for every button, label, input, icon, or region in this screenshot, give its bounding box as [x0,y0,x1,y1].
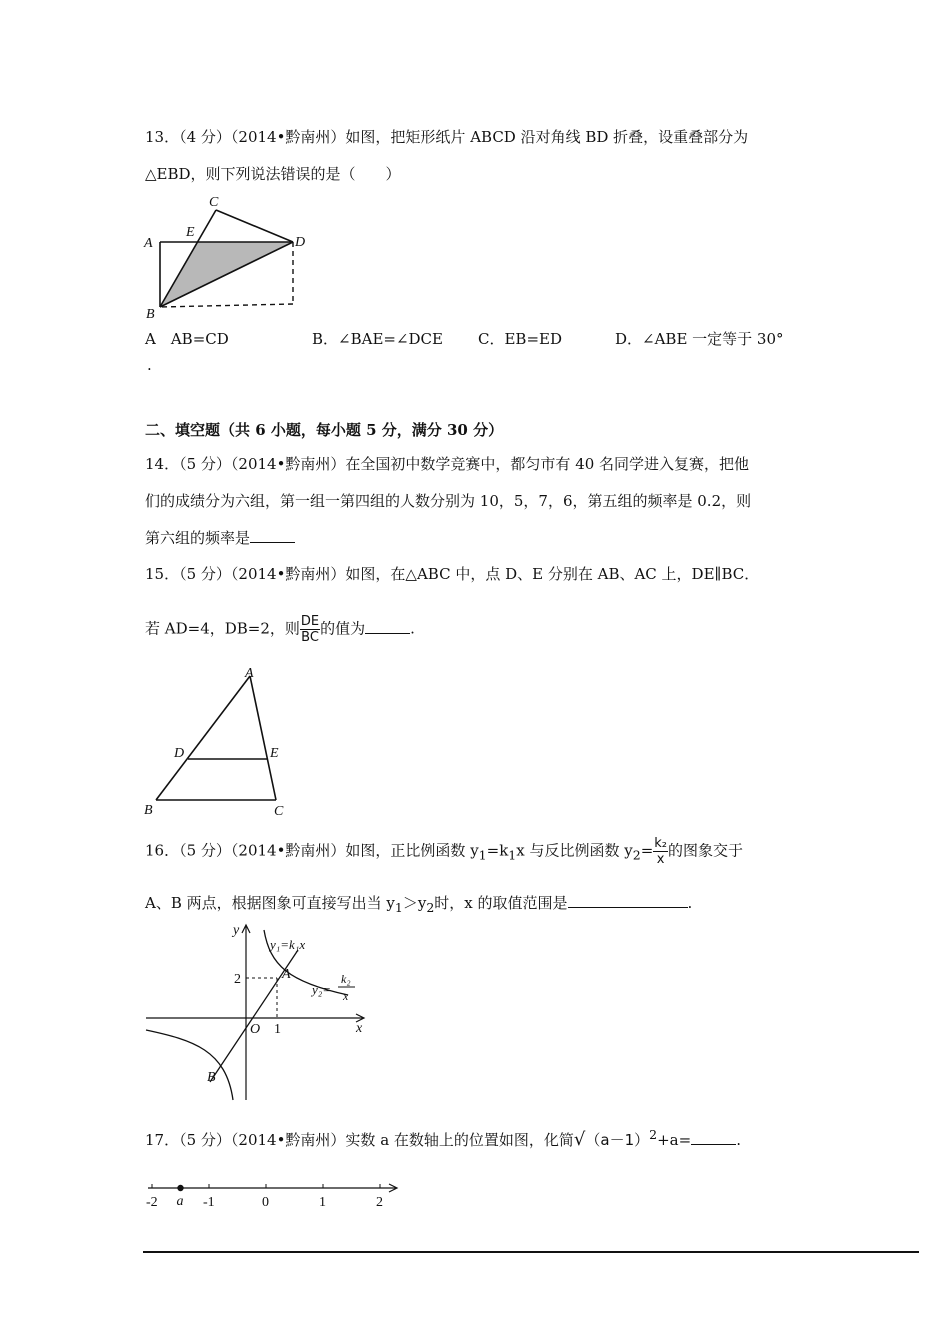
label-c: C [274,804,284,819]
q17-line1 [145,1125,741,1150]
fraction-denominator: x [656,852,665,867]
fraction-numerator: DE [300,614,320,629]
point-b-label: B [207,1070,216,1085]
linear-label: y₁=k₁x [270,937,306,952]
fraction-de-bc [300,614,320,645]
label-b: B [144,803,153,818]
q17-line1-post: +a= [657,1131,692,1149]
label-e: E [186,225,195,240]
exponent: 2 [649,1127,658,1142]
axis-label-y: y [233,923,240,938]
q13-option-c: C．EB=ED [478,330,562,348]
q15-figure [138,664,308,824]
q16-line1-post: 的图象交于 [668,841,744,860]
q16-line1-mid: =k [486,841,509,860]
answer-blank [365,619,410,634]
q13-option-b: B．∠BAE=∠DCE [312,330,443,348]
q16-line2 [145,893,692,918]
footer-rule [143,1251,919,1253]
point-a-label: a [176,1194,184,1209]
q16-line2-end: . [687,894,693,912]
q16-line1-eq: = [640,841,654,860]
tick-x-label: 1 [274,1022,281,1037]
tick-y-label: 2 [234,972,241,987]
q15-line2-pre: 若 AD=4，DB=2，则 [145,619,300,638]
q17-line1-pre: 17．（5 分）（2014•黔南州）实数 a 在数轴上的位置如图，化简 [145,1131,574,1149]
label-e: E [270,746,279,761]
point-a-dot [177,1185,183,1191]
inverse-label: y₂= [312,982,332,997]
sub: 2 [632,847,641,863]
inverse-label-num: k₂ [341,972,351,986]
q16-line1-mid2: x 与反比例函数 y [516,841,633,860]
fraction-k2-x [653,836,668,867]
q15-line1: 15．（5 分）（2014•黔南州）如图，在△ABC 中，点 D、E 分别在 AB、AC 上，DE∥BC． [145,565,760,583]
point-a-label: A [282,967,291,982]
q15-line2-end: . [410,619,415,638]
answer-blank [250,528,295,543]
q14-line2: 们的成绩分为六组，第一组一第四组的人数分别为 10，5，7，6，第五组的频率是 0.2，则 [145,492,752,510]
origin-label: O [250,1022,261,1037]
inverse-label-den: x [343,989,349,1003]
q17-numberline [138,1172,408,1217]
fraction-denominator: BC [301,630,319,645]
label-d: D [174,746,185,761]
q15-line2-post: 的值为 [320,619,366,638]
label-a: A [245,666,254,681]
sqrt-sign: √ [573,1129,586,1150]
radicand: （a－1） [585,1131,650,1149]
sub: 1 [394,900,403,915]
sub: 1 [478,847,487,863]
q13-trailing-dot: . [147,356,152,374]
label-d: D [295,235,306,250]
numberline-tick-label: -2 [146,1195,158,1210]
axis-label-x: x [356,1021,363,1036]
numberline-tick-label: -1 [203,1195,215,1210]
sub: 1 [508,847,517,863]
sub: 2 [426,900,435,915]
q16-line2-post: 时，x 的取值范围是 [434,894,568,912]
q14-line3-text: 第六组的频率是 [145,529,251,547]
q17-line1-end: . [736,1131,741,1149]
label-c: C [209,195,219,210]
q13-figure [138,192,318,322]
q16-graph [138,920,378,1105]
numberline-tick-label: 0 [262,1195,269,1210]
label-a: A [144,236,153,251]
q16-line1-pre: 16．（5 分）（2014•黔南州）如图，正比例函数 y [145,841,479,860]
q14-line3 [145,528,295,548]
answer-blank [691,1130,736,1145]
numberline-tick-label: 1 [319,1195,326,1210]
q16-line2-pre: A、B 两点，根据图象可直接写出当 y [145,894,395,912]
q14-line1: 14．（5 分）（2014•黔南州）在全国初中数学竞赛中，都匀市有 40 名同学进入复赛，把他 [145,455,750,473]
answer-blank [568,893,688,908]
label-b: B [146,307,155,322]
q13-option-d: D．∠ABE 一定等于 30° [615,330,784,348]
section-heading: 二、填空题（共 6 小题，每小题 5 分，满分 30 分） [145,421,504,439]
q13-option-a: A AB=CD [145,330,229,348]
q16-line1 [145,836,743,867]
q13-line2: △EBD，则下列说法错误的是（ ） [145,165,401,183]
numberline-tick-label: 2 [376,1195,383,1210]
q15-line2 [145,614,415,645]
fraction-numerator: k₂ [654,836,668,851]
q16-line2-gt: ＞y [402,894,427,912]
q13-line1: 13．（4 分）（2014•黔南州）如图，把矩形纸片 ABCD 沿对角线 BD 折叠，设重叠部分为 [145,128,749,146]
